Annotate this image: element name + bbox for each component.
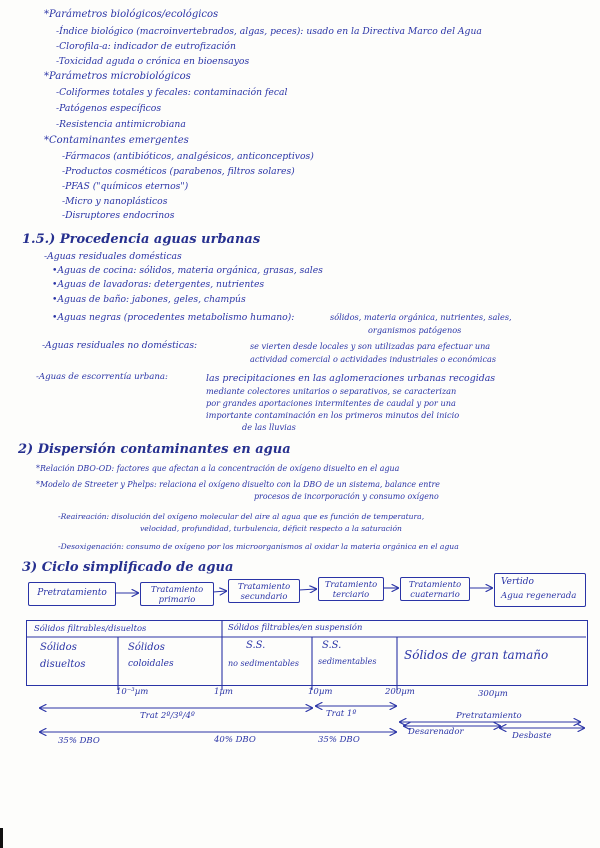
trat-label: Trat 1º xyxy=(326,709,357,719)
dispersion-modelo: procesos de incorporación y consumo oxígeno xyxy=(254,492,439,501)
ciclo-box-label: cuaternario xyxy=(410,589,460,599)
scale-tick-label: 10⁻³µm xyxy=(116,687,149,697)
trat-label: Trat 2º/3º/4º xyxy=(140,711,195,721)
params-bio-item: -Clorofila-a: indicador de eutrofización xyxy=(56,41,236,52)
solidos-cell: sedimentables xyxy=(318,657,377,666)
no-domesticas-text: actividad comercial o actividades industriales o económicas xyxy=(250,354,496,364)
escorrentia-line: mediante colectores unitarios o separativos, se caracterizan xyxy=(206,386,457,396)
desbaste-label: Desbaste xyxy=(512,731,552,741)
emergentes-item: -PFAS ("químicos eternos") xyxy=(62,181,189,192)
ciclo-box-label: Tratamiento xyxy=(408,579,462,589)
solidos-cell: coloidales xyxy=(128,659,174,669)
scale-tick-label: 10µm xyxy=(308,687,333,697)
params-micro-header: *Parámetros microbiológicos xyxy=(44,71,191,82)
escorrentia-line: por grandes aportaciones intermitentes de caudal y por una xyxy=(206,398,456,408)
ciclo-box-label: Pretratamiento xyxy=(37,588,107,598)
domesticas-header: -Aguas residuales domésticas xyxy=(44,251,182,262)
page-corner-mark xyxy=(0,828,3,848)
params-bio-item: -Toxicidad aguda o crónica en bioensayos xyxy=(56,56,250,67)
emergentes-item: -Micro y nanoplásticos xyxy=(62,196,168,207)
no-domesticas-label: -Aguas residuales no domésticas: xyxy=(42,340,198,351)
emergentes-item: -Productos cosméticos (parabenos, filtros solares) xyxy=(62,166,295,177)
solidos-header: Sólidos filtrables/disueltos xyxy=(34,623,147,633)
dispersion-desoxigenacion: -Desoxigenación: consumo de oxígeno por los microorganismos al oxidar la materia orgánica en el agua xyxy=(58,542,459,551)
emergentes-item: -Fármacos (antibióticos, analgésicos, anticonceptivos) xyxy=(62,151,314,162)
params-bio-header: *Parámetros biológicos/ecológicos xyxy=(44,9,219,20)
emergentes-header: *Contaminantes emergentes xyxy=(44,135,189,146)
cycle-arrow xyxy=(213,591,226,592)
no-domesticas-text: se vierten desde locales y son utilizadas para efectuar una xyxy=(250,341,491,351)
escorrentia-line: importante contaminación en los primeros minutos del inicio xyxy=(206,410,460,420)
domesticas-item: •Aguas de baño: jabones, geles, champús xyxy=(52,294,246,305)
params-micro-item: -Coliformes totales y fecales: contaminación fecal xyxy=(56,87,288,98)
params-bio-item: -Índice biológico (macroinvertebrados, algas, peces): usado en la Directiva Marco del Agua xyxy=(56,26,482,37)
solidos-cell: no sedimentables xyxy=(228,659,300,668)
negras-text: sólidos, materia orgánica, nutrientes, sales, xyxy=(330,312,512,322)
desarenador-label: Desarenador xyxy=(408,727,464,737)
dispersion-modelo: *Modelo de Streeter y Phelps: relaciona el oxígeno disuelto con la DBO de un sistema, balance entre xyxy=(36,480,440,489)
solidos-cell: disueltos xyxy=(40,659,86,670)
procedencia-title: 1.5.) Procedencia aguas urbanas xyxy=(22,232,261,247)
ciclo-box-label: Tratamiento xyxy=(324,579,378,589)
dispersion-relacion: *Relación DBO-OD: factores que afectan a la concentración de oxígeno disuelto en el agua xyxy=(36,464,400,473)
params-micro-item: -Patógenos específicos xyxy=(56,103,162,114)
ciclo-box-label: Vertido xyxy=(501,577,534,587)
solidos-cell: S.S. xyxy=(322,640,342,651)
escorrentia-line: las precipitaciones en las aglomeraciones urbanas recogidas xyxy=(206,373,496,384)
dbo-label: 35% DBO xyxy=(318,735,360,745)
ciclo-box-label: Tratamiento xyxy=(237,581,291,591)
dbo-label: 40% DBO xyxy=(214,735,256,745)
dispersion-reaireacion: velocidad, profundidad, turbulencia, déficit respecto a la saturación xyxy=(140,524,402,533)
solidos-cell: S.S. xyxy=(246,640,266,651)
dbo-label: 35% DBO xyxy=(58,736,100,746)
dispersion-title: 2) Dispersión contaminantes en agua xyxy=(18,442,291,457)
negras-label: •Aguas negras (procedentes metabolismo humano): xyxy=(52,312,295,323)
params-micro-item: -Resistencia antimicrobiana xyxy=(56,119,186,130)
domesticas-item: •Aguas de cocina: sólidos, materia orgánica, grasas, sales xyxy=(52,265,323,276)
ciclo-box-label: terciario xyxy=(332,589,370,599)
scale-tick-label: 1µm xyxy=(214,687,233,697)
ciclo-box-label: primario xyxy=(158,594,196,604)
escorrentia-line: de las lluvias xyxy=(242,422,296,432)
negras-text: organismos patógenos xyxy=(368,325,462,335)
emergentes-item: -Disruptores endocrinos xyxy=(62,210,175,221)
dispersion-reaireacion: -Reaireación: disolución del oxígeno molecular del aire al agua que es función de temperatura, xyxy=(58,512,425,521)
ciclo-title: 3) Ciclo simplificado de agua xyxy=(22,560,234,575)
scale-tick-label: 200µm xyxy=(385,687,415,697)
scale-tick-label: 300µm xyxy=(478,689,508,699)
pretrat-label: Pretratamiento xyxy=(456,711,522,721)
domesticas-item: •Aguas de lavadoras: detergentes, nutrientes xyxy=(52,279,265,290)
solidos-cell: Sólidos xyxy=(40,642,77,653)
escorrentia-label: -Aguas de escorrentía urbana: xyxy=(36,372,168,382)
solidos-cell: Sólidos xyxy=(128,642,165,653)
ciclo-box-label: secundario xyxy=(240,591,288,601)
solidos-header: Sólidos filtrables/en suspensión xyxy=(228,622,363,632)
solidos-cell: Sólidos de gran tamaño xyxy=(404,648,549,662)
ciclo-box-label: Agua regenerada xyxy=(501,591,577,601)
ciclo-box-label: Tratamiento xyxy=(150,584,204,594)
cycle-arrow xyxy=(299,589,316,590)
